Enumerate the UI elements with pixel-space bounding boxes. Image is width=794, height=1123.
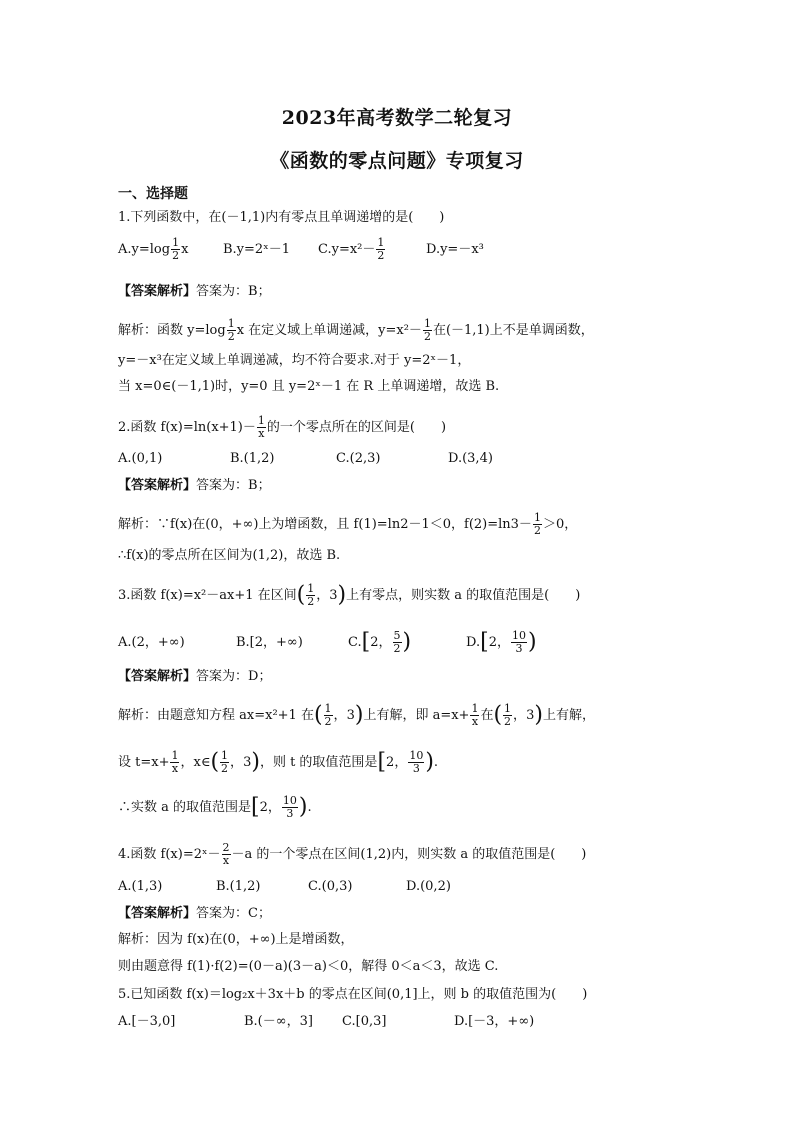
q2-option-b: B.(1,2) [230,451,275,466]
q1-answer: 【答案解析】答案为：B； [118,284,271,299]
q1-option-a: A.y=log $\frac{1}{2}$ x [118,236,189,262]
page-subtitle: 《函数的零点问题》专项复习 [270,150,524,172]
q4-stem: 4.函数 f(x)=2ˣ－ $\frac{2}{x}$ －a 的一个零点在区间(1,2)内，则实数 a 的取值范围是( ) [118,841,587,867]
q2-options [118,450,698,468]
q3-option-a: A.(2，+∞) [118,635,185,650]
q4-option-c: C.(0,3) [308,879,353,894]
q5-option-b: B.(－∞，3] [244,1014,313,1029]
q2-answer: 【答案解析】答案为：B； [118,478,271,493]
q3-explanation-3: ∴实数 a 的取值范围是[2， $\frac{10}{3}$ ). [118,794,312,820]
q4-option-d: D.(0,2) [406,879,451,894]
page-title: 2023年高考数学二轮复习 [281,107,513,129]
q2-option-a: A.(0,1) [118,451,163,466]
q1-options [118,237,698,262]
q5-options [118,1013,698,1031]
q4-answer: 【答案解析】答案为：C； [118,906,271,921]
q5-stem: 5.已知函数 f(x)＝log₂x＋3x＋b 的零点在区间(0,1]上，则 b 的取值范围为( ) [118,987,588,1002]
q5-option-c: C.[0,3] [342,1014,387,1029]
q5-option-a: A.[－3,0] [118,1014,176,1029]
q3-explanation-2: 设 t=x+ $\frac{1}{x}$ ，x∈( $\frac{1}{2}$ ，3)，则 t 的取值范围是[2， $\frac{10}{3}$ ). [118,749,439,775]
section-heading: 一、选择题 [118,186,188,202]
q1-stem: 1.下列函数中，在(－1,1)内有零点且单调递增的是( ) [118,210,445,225]
q3-stem: 3.函数 f(x)=x²－ax+1 在区间( $\frac{1}{2}$ ，3)上有零点，则实数 a 的取值范围是( ) [118,582,581,608]
q2-stem: 2.函数 f(x)=ln(x+1)－ $\frac{1}{x}$ 的一个零点所在的区间是( ) [118,414,447,440]
q2-option-c: C.(2,3) [336,451,381,466]
q2-explanation-2: ∴f(x)的零点所在区间为(1,2)，故选 B. [118,548,341,563]
q1-option-b: B.y=2ˣ－1 [223,242,290,257]
q3-explanation-1: 解析：由题意知方程 ax=x²+1 在( $\frac{1}{2}$ ，3)上有解，即 a=x+ $\frac{1}{x}$ 在( $\frac{1}{2}$ ，3)上有解， [118,702,595,728]
q2-option-d: D.(3,4) [448,451,493,466]
q4-explanation-2: 则由题意得 f(1)·f(2)=(0－a)(3－a)＜0，解得 0＜a＜3，故选 C. [118,959,499,974]
q3-answer: 【答案解析】答案为：D； [118,669,272,684]
q1-explanation-3: 当 x=0∈(－1,1)时，y=0 且 y=2ˣ－1 在 R 上单调递增，故选 B. [118,379,500,394]
q3-option-b: B.[2，+∞) [236,635,303,650]
q3-option-d: D.[2， $\frac{10}{3}$ ) [466,629,537,655]
q3-option-c: C.[2， $\frac{5}{2}$ ) [348,629,412,655]
q1-option-c: C.y=x²－ $\frac{1}{2}$ [318,236,385,262]
q1-option-d: D.y=－x³ [426,242,484,257]
q4-explanation-1: 解析：因为 f(x)在(0，+∞)上是增函数， [118,932,354,947]
q4-options [118,878,698,896]
q3-options [118,630,698,655]
q4-option-b: B.(1,2) [216,879,261,894]
q1-explanation-1: 解析：函数 y=log $\frac{1}{2}$ x 在定义域上单调递减，y=x²－ $\frac{1}{2}$ 在(－1,1)上不是单调函数， [118,317,594,343]
q1-explanation-2: y=－x³在定义域上单调递减，均不符合要求.对于 y=2ˣ－1， [118,353,471,368]
q4-option-a: A.(1,3) [118,879,163,894]
q2-explanation-1: 解析：∵f(x)在(0，+∞)上为增函数，且 f(1)=ln2－1＜0，f(2)=ln3－ $\frac{1}{2}$ ＞0， [118,511,578,537]
q5-option-d: D.[－3，+∞) [454,1014,535,1029]
